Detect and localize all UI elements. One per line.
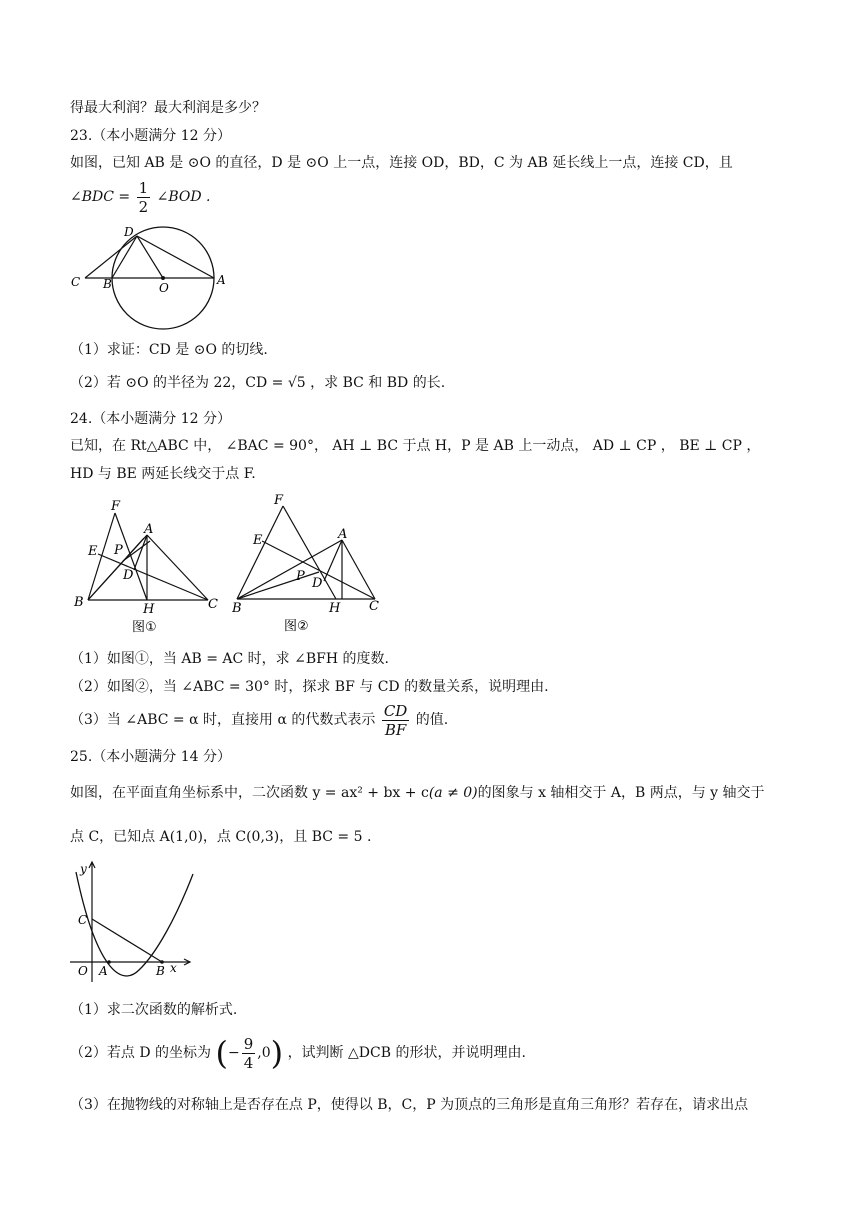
q24-part1: （1）如图①，当 AB = AC 时，求 ∠BFH 的度数.	[70, 651, 389, 667]
q24f2-label-h: H	[329, 601, 341, 616]
q23-line-da	[137, 236, 214, 278]
q24f2-ba	[237, 540, 342, 599]
q25-part2-rparen: )	[270, 1034, 284, 1072]
q24-part2: （2）如图②，当 ∠ABC = 30° 时，探求 BF 与 CD 的数量关系，说明理由.	[70, 679, 549, 695]
q25-part2-post: ，试判断 △DCB 的形状，并说明理由.	[287, 1045, 526, 1061]
q25-stem-line1-paren: (a ≠ 0)	[428, 785, 478, 801]
q24f2-label-p: P	[296, 569, 305, 584]
q23-label-o: O	[159, 281, 169, 295]
q24f1-label-p: P	[114, 543, 123, 558]
q23-label-a: A	[217, 273, 226, 287]
q24f2-label-f: F	[274, 493, 284, 508]
q24f2-fh	[283, 506, 336, 599]
q25-label-x: x	[170, 961, 177, 975]
q25-part2-den: 4	[243, 1053, 254, 1072]
q24f1-label-a: A	[144, 522, 154, 537]
q24-part3-pre: （3）当 ∠ABC = α 时，直接用 α 的代数式表示	[70, 712, 376, 728]
q25-part2	[70, 1025, 526, 1081]
q23-line-cd	[85, 236, 137, 278]
q23-point-o	[161, 276, 165, 280]
carryover-line: 得最大利润？最大利润是多少？	[70, 100, 266, 116]
q24f1-pa	[123, 541, 150, 561]
q25-stem-line1-post: 的图象与 x 轴相交于 A，B 两点，与 y 轴交于	[477, 785, 765, 801]
q25-label-b: B	[156, 964, 165, 978]
q23-label-d: D	[124, 225, 134, 239]
q24-figure-2	[232, 490, 392, 640]
q23-part2: （2）若 ⊙O 的半径为 22，CD = √5 ，求 BC 和 BD 的长.	[70, 375, 446, 391]
q25-part2-num: 9	[243, 1034, 254, 1053]
q23-line-bd	[112, 236, 137, 278]
q23-eq-right: ∠BOD .	[156, 189, 211, 205]
q24f2-label-b: B	[232, 601, 242, 616]
q24f2-bf	[237, 506, 283, 599]
q25-part2-minus: −	[227, 1045, 240, 1061]
q24f1-label-e: E	[88, 544, 98, 559]
q25-label-a: A	[99, 964, 108, 978]
q24-part3	[70, 700, 448, 740]
q24-fig2-caption: 图②	[284, 619, 309, 634]
q24f2-label-e: E	[253, 533, 263, 548]
q23-eq-den: 2	[138, 197, 149, 216]
q25-point-a	[107, 960, 111, 964]
q24f1-label-d: D	[123, 568, 134, 583]
q24f1-cp	[98, 554, 208, 600]
q25-part2-fraction	[242, 1035, 256, 1072]
q24f1-label-h: H	[143, 602, 155, 617]
q23-label-c: C	[71, 275, 81, 289]
q24f1-label-b: B	[74, 595, 84, 610]
q24f2-label-a: A	[338, 527, 348, 542]
q23-eq-num: 1	[138, 178, 149, 197]
q25-part3: （3）在抛物线的对称轴上是否存在点 P，使得以 B，C，P 为顶点的三角形是直角三角形？若存在，请求出点	[70, 1097, 749, 1113]
q24-figure-1	[68, 496, 228, 641]
q24f2-label-d: D	[312, 576, 323, 591]
q23-part1: （1）求证：CD 是 ⊙O 的切线.	[70, 342, 268, 358]
q25-header: 25.（本小题满分 14 分）	[70, 749, 231, 765]
q25-label-c: C	[78, 913, 88, 927]
q23-eq-left: ∠BDC =	[70, 189, 131, 205]
q23-stem-equation	[70, 178, 210, 216]
q24-stem-line1: 已知，在 Rt△ABC 中， ∠BAC = 90°， AH ⊥ BC 于点 H，P 是 AB 上一动点， AD ⊥ CP ， BE ⊥ CP ，	[70, 438, 761, 454]
q24f2-label-c: C	[369, 599, 379, 614]
q24f1-ad	[134, 535, 147, 570]
q24-part3-post: 的值.	[415, 712, 449, 728]
q25-label-o: O	[78, 964, 88, 978]
q25-label-y: y	[80, 862, 87, 876]
q24-part3-num: CD	[383, 701, 408, 720]
q24-header: 24.（本小题满分 12 分）	[70, 411, 231, 427]
q24-fig1-caption: 图①	[132, 620, 157, 635]
q25-part2-lparen: (	[215, 1034, 228, 1072]
q23-eq-fraction	[137, 179, 151, 216]
q24f1-label-c: C	[208, 597, 218, 612]
q25-figure	[66, 858, 201, 988]
q25-stem-line1-pre: 如图，在平面直角坐标系中，二次函数 y = ax² + bx + c	[70, 785, 429, 801]
q25-part1: （1）求二次函数的解析式.	[70, 1002, 238, 1018]
q25-part2-tail: ,0	[257, 1045, 271, 1061]
q23-stem-line1: 如图，已知 AB 是 ⊙O 的直径，D 是 ⊙O 上一点，连接 OD，BD，C 为 AB 延长线上一点，连接 CD，且	[70, 155, 733, 171]
q23-figure	[65, 222, 240, 337]
q24-stem-line2: HD 与 BE 两延长线交于点 F.	[70, 466, 256, 482]
q23-label-b: B	[103, 277, 112, 291]
q24f1-ac	[147, 535, 208, 600]
q25-stem-line2: 点 C，已知点 A(1,0)，点 C(0,3)，且 BC = 5 .	[70, 829, 372, 845]
q23-header: 23.（本小题满分 12 分）	[70, 128, 231, 144]
q24-part3-den: BF	[384, 720, 407, 739]
q24f2-ad	[324, 540, 342, 581]
q23-line-od	[137, 236, 163, 278]
q25-stem-line1	[70, 783, 765, 803]
q24-part3-fraction	[382, 702, 410, 739]
q24f1-label-f: F	[111, 499, 121, 514]
q25-part2-pre: （2）若点 D 的坐标为	[70, 1045, 212, 1061]
